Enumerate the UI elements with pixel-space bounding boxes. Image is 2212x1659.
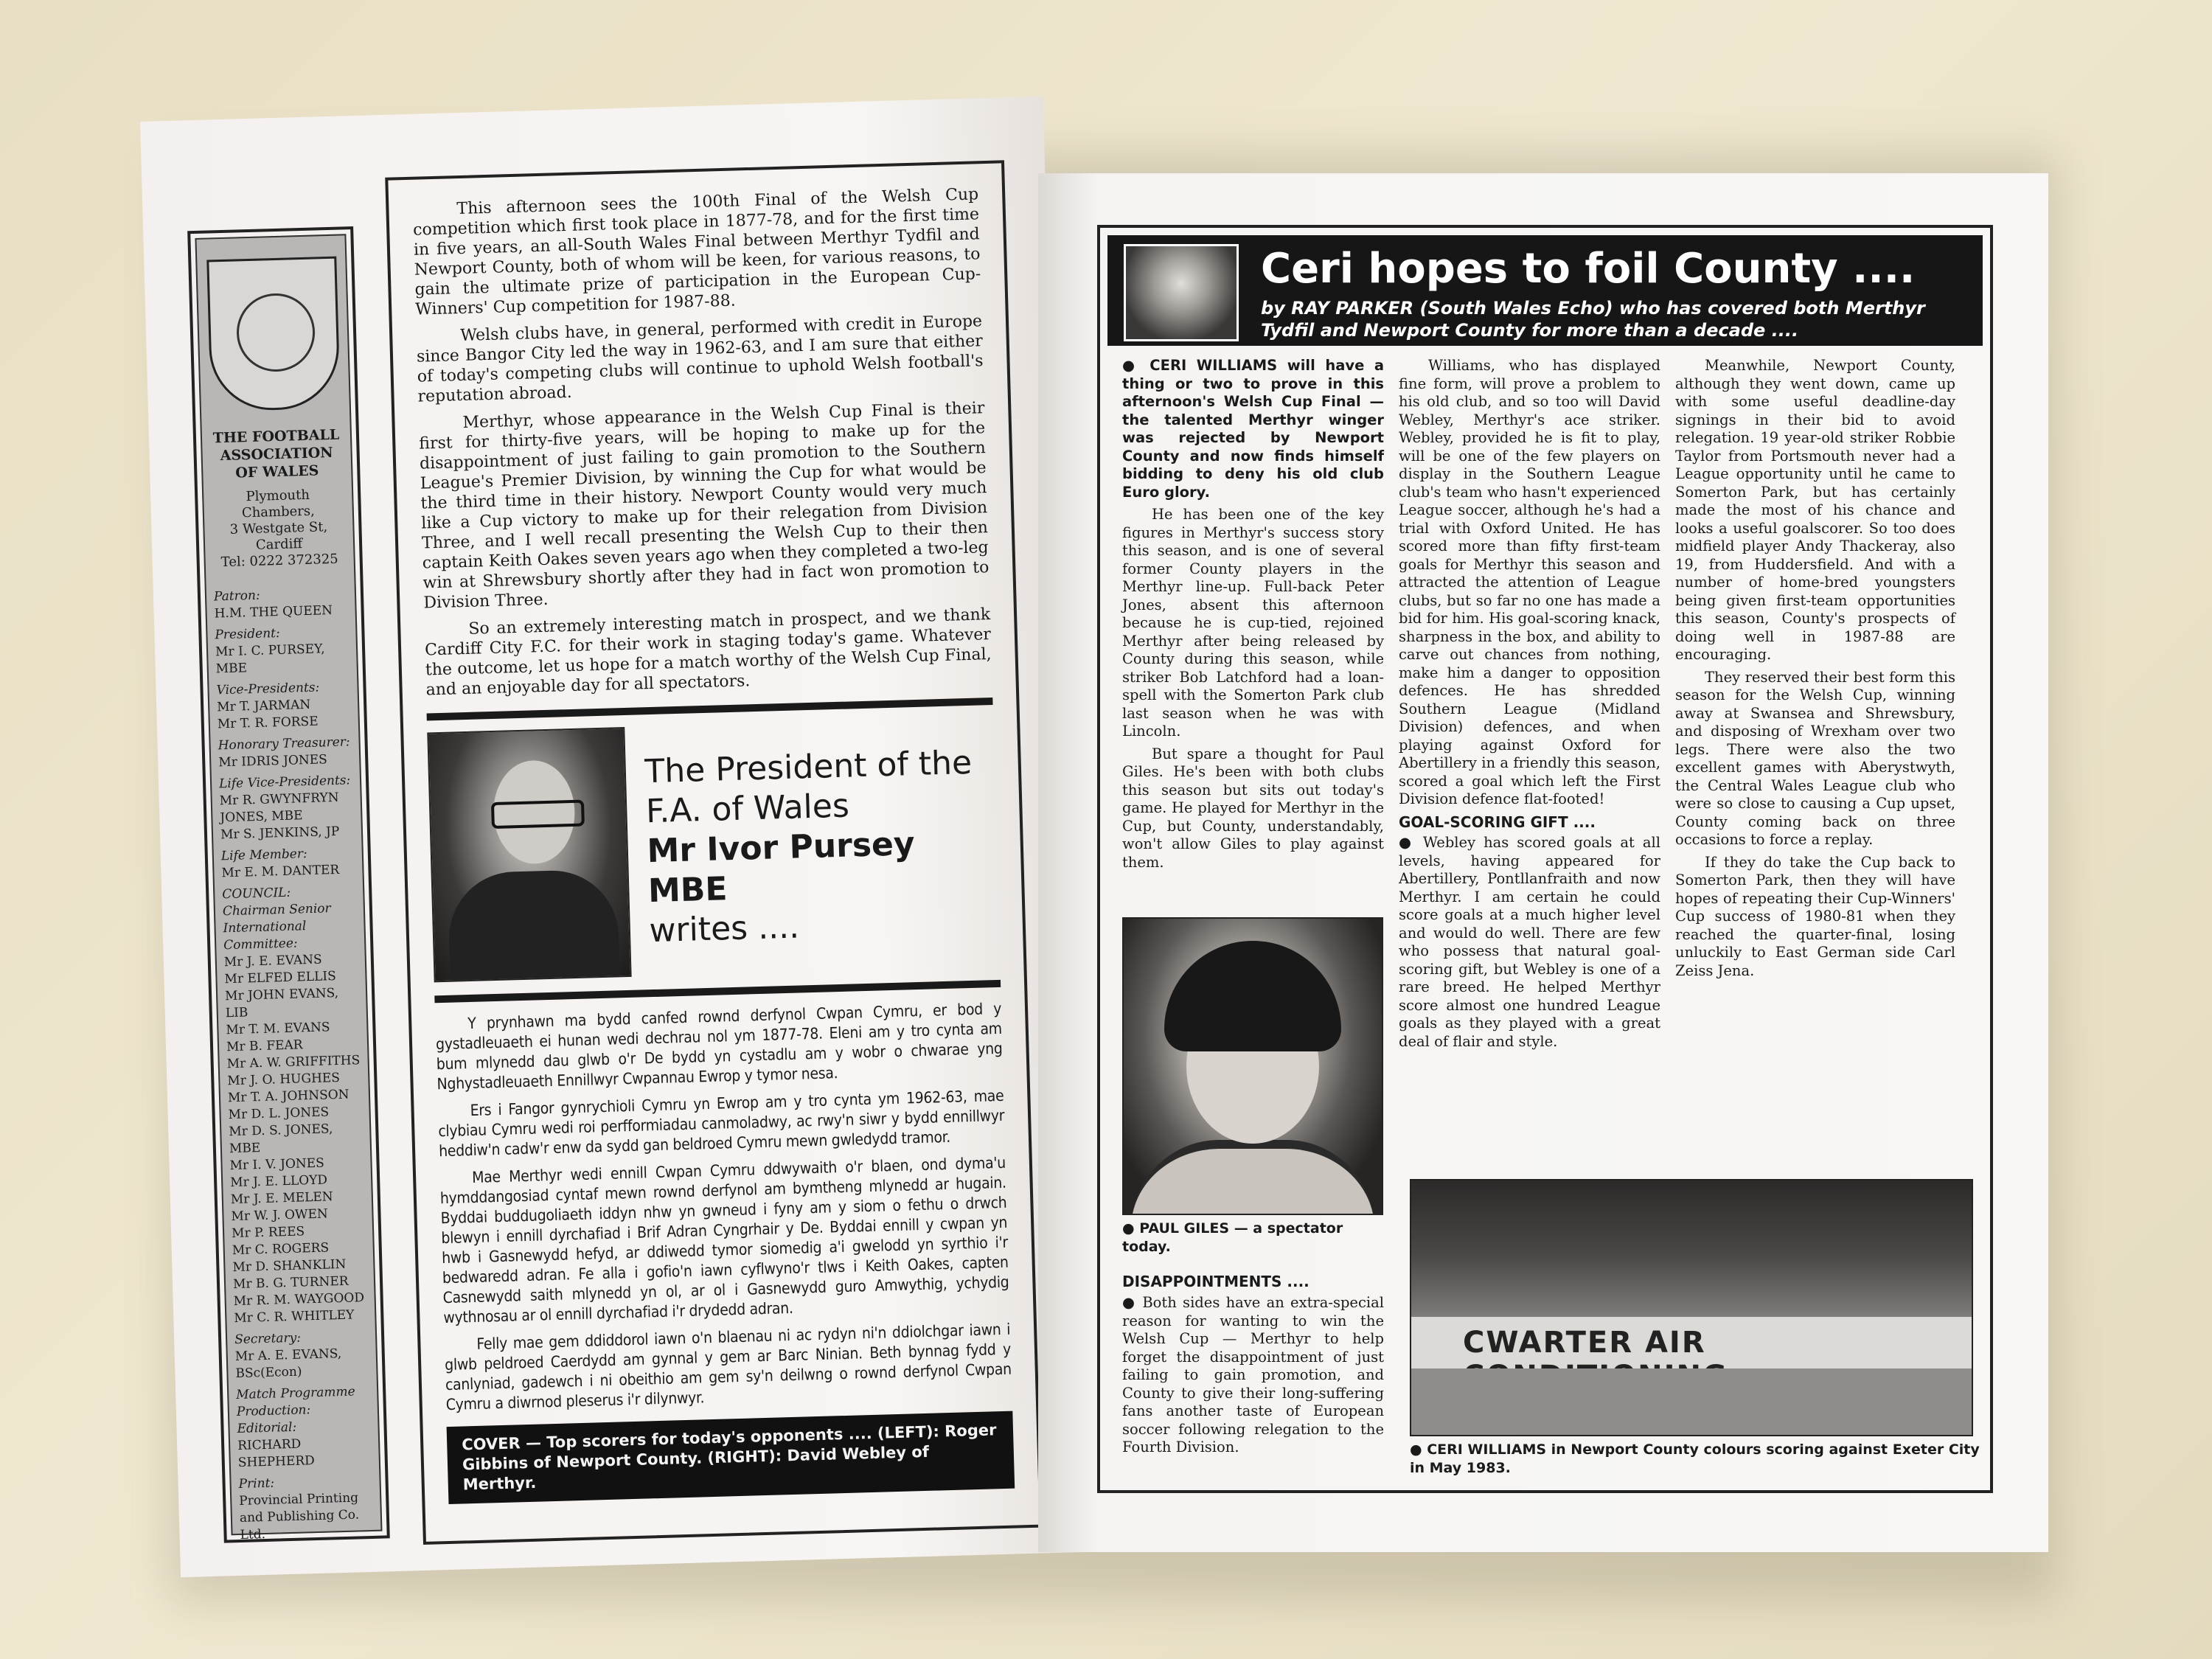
officer-name: Mr JOHN EVANS, LIB — [224, 985, 339, 1021]
article-paragraph: He has been one of the key figures in Merthyr's success story this season, and is one of several former County players in the Merthyr line-up. Full-back Peter Jones, absent this afternoon because he is cup-tied, rejoined Merthyr after being released by County during this season, while striker Bob Latchford had a loan-spell with the Somerton Park club last season when he was with Lincoln. — [1122, 506, 1384, 740]
article-column-1 — [1122, 357, 1384, 876]
article-byline: by RAY PARKER (South Wales Echo) who has covered both Merthyr Tydfil and Newport County for more than a decade .... — [1261, 298, 1925, 341]
article-column-2 — [1399, 357, 1660, 1055]
fa-wales-crest-icon — [206, 257, 341, 412]
officer-role: Life Vice-Presidents: — [218, 773, 351, 792]
officer-name: Mr C. ROGERS — [232, 1240, 330, 1259]
officer-name: Mr A. E. EVANS, BSc(Econ) — [234, 1346, 342, 1382]
right-page — [1038, 173, 2048, 1552]
address-line: 3 Westgate St, Cardiff — [229, 519, 328, 553]
article-headline: Ceri hopes to foil County .... — [1261, 245, 1916, 293]
article-column-3 — [1675, 357, 1955, 984]
pitch-area — [1411, 1368, 1972, 1435]
cover-note: COVER — Top scorers for today's opponents .... (LEFT): Roger Gibbins of Newport County. (RIGHT): David Webley of Merthyr. — [447, 1411, 1015, 1504]
title-line: The President of the — [644, 743, 973, 790]
officer-name: H.M. THE QUEEN — [214, 602, 333, 622]
president-name: Mr Ivor Pursey MBE — [646, 824, 916, 910]
officer-name: Mr R. GWYNFRYN JONES, MBE — [219, 790, 339, 826]
subhead-goal-scoring: GOAL-SCORING GIFT .... — [1399, 813, 1596, 831]
message-paragraph: So an extremely interesting match in prospect, and we thank Cardiff City F.C. for their work in staging today's game. Whatever the outcome, let us hope for a match worthy of the Welsh Cup Final, and an enjoyable day for all spectators. — [424, 605, 992, 700]
welsh-paragraph: Mae Merthyr wedi ennill Cwpan Cymru ddwywaith o'r blaen, ond dyma'u hymddangosiad cyntaf mewn rownd derfynol am bymtheng mlynedd ar hugain. Byddai buddugoliaeth iddyn nhw yn gwneud i fyny am y siom o fethu o drwch blewyn i ennill dyrchafiad i Brif Adran Cyngrhair y De. Byddai ennill y cwpan yn hwb i Gasnewydd hefyd, ar ddiwedd tymor siomedig a'i gwelodd yn syrthio i'r bedwaredd adran. Fe alla i gofio'n iawn cyflwyno'r tlws i Keith Oakes, capten Casnewydd saith mlynedd yn ol, ar ol i Gasnewydd guro Amwythig, ychydig wythnosau ar ol ennill dyrchafiad i'r drydedd adran. — [439, 1153, 1009, 1327]
article-column-1b — [1122, 1294, 1384, 1457]
officer-role: Vice-Presidents: — [216, 680, 320, 698]
officer-role: Print: — [238, 1475, 275, 1492]
message-paragraph: Merthyr, whose appearance in the Welsh Cup Final is their first for thirty-five years, will be hoping to make up for the disappointment of just failing to gain promotion to the Southern League's Premier Division, by winning the Cup for what would be the third time in their history. Newport County would very much like a Cup victory to make up for their relegation from Division Three, and I well recall presenting the Welsh Cup to their then captain Keith Oakes seven years ago when they completed a two-leg win at Shrewsbury shortly after they had in fact won promotion to Division Three. — [419, 399, 990, 613]
photo-body — [448, 869, 620, 980]
org-name: THE FOOTBALL ASSOCIATION OF WALES — [212, 426, 340, 481]
title-line: writes .... — [648, 907, 800, 950]
address-line: Plymouth Chambers, — [241, 487, 316, 521]
advertising-hoarding — [1411, 1317, 1972, 1368]
officer-name: Mr A. W. GRIFFITHS — [226, 1053, 361, 1072]
officer-name: Mr B. G. TURNER — [232, 1273, 349, 1293]
president-heading — [427, 717, 1000, 982]
reporter-photo — [1124, 244, 1239, 341]
officer-role: President: — [215, 625, 280, 643]
officer-role: Match Programme Production: Editorial: — [235, 1384, 355, 1437]
officer-name: Mr T. R. FORSE — [217, 714, 319, 732]
welsh-paragraph: Felly mae gem ddiddorol iawn o'n blaenau ni ac rydyn ni'n ddiolchgar iawn i glwb peldroed Caerdydd am gynnal y gem ar Barc Ninian. Beth bynnag fydd y canlyniad, gadewch i ni obeithio am gem sy'n deilwng o rownd derfynol Cwpan Cymru a diwrnod pleserus i'r dilynwyr. — [444, 1320, 1012, 1414]
match-action-photo — [1410, 1179, 1973, 1436]
officer-name: Mr E. M. DANTER — [221, 862, 340, 881]
officer-role: Patron: — [213, 588, 260, 605]
message-paragraph: This afternoon sees the 100th Final of the Welsh Cup competition which first took place in 1877-78, and for the first time in five years, an all-South Wales Final between Merthyr Tydfil and Newport County, both of whom will be keen, for various reasons, to gain the ultimate prize of participation in the European Cup-Winners' Cup competition for 1987-88. — [412, 185, 981, 319]
article-paragraph: Meanwhile, Newport County, although they went down, came up with some useful deadline-day signings in their bid to avoid relegation. 19 year-old striker Robbie Taylor from Portsmouth never had a League opportunity until he came to Somerton Park, but has certainly made the most of his chance and looks a useful goalscorer. So too does midfield player Andy Thackeray, also 19, from Huddersfield. And with a number of home-bred youngsters being given first-team opportunities this season, County's prospects of doing well in 1987-88 are encouraging. — [1675, 357, 1955, 663]
article-lead: ● CERI WILLIAMS will have a thing or two to prove in this afternoon's Welsh Cup Final — the talented Merthyr winger was rejected by Newport County and now finds himself bidding to deny his old club Euro glory. — [1122, 357, 1384, 501]
officer-name: Mr T. M. EVANS — [226, 1020, 330, 1038]
officer-name: Mr B. FEAR — [226, 1037, 303, 1055]
officers-list — [214, 585, 374, 1544]
officer-name: Mr J. O. HUGHES — [227, 1070, 341, 1089]
headline-bar — [1107, 235, 1983, 346]
english-message — [412, 184, 992, 700]
subhead-disappointments: DISAPPOINTMENTS .... — [1122, 1273, 1310, 1290]
article-paragraph: Williams, who has displayed fine form, will prove a problem to his old club, and so too will David Webley, Merthyr's ace striker. Webley, provided he is fit to play, will be one of the few players on display in the Southern League club's team who hasn't experienced League soccer, although he's had a trial with Oxford United. He has scored more than fifty first-team goals for Merthyr this season and attracted the attention of League clubs, but so far no one has made a bid for him. His goal-scoring knack, sharpness in the box, and ability to carve out chances from nothing, make him a danger to opposition defences. He has shredded Southern League (Midland Division) defences, and when playing against Oxford for Abertillery in a friendly this season, scored a goal which left the First Division defence flat-footed! — [1399, 357, 1660, 807]
officer-role: Honorary Treasurer: — [218, 734, 350, 754]
officer-name: Mr T. JARMAN — [216, 697, 311, 715]
welsh-message — [435, 999, 1012, 1415]
address-line: Tel: 0222 372325 — [220, 551, 338, 571]
officer-name: Mr D. L. JONES — [228, 1105, 330, 1123]
officer-role: Secretary: — [234, 1330, 302, 1348]
officer-name: Mr J. E. EVANS — [223, 952, 322, 970]
welsh-paragraph: Y prynhawn ma bydd canfed rownd derfynol Cwpan Cymru, er bod y gystadleuaeth ei hunan wedi dechrau nol ym 1877-78. Eleni am y tro cynta am bum mlynedd dau glwb o'r De bydd yn cystadlu am y wobr o chwarae yng Nghystadleuaeth Ennillwyr Cwpannau Ewrop y tymor nesa. — [435, 999, 1003, 1093]
photo-glasses — [491, 800, 585, 830]
fa-wales-sidebar — [187, 226, 390, 1543]
left-page — [140, 97, 1084, 1577]
officer-name: Mr J. E. MELEN — [230, 1189, 333, 1208]
org-address — [211, 486, 347, 571]
article-frame — [1097, 225, 1993, 1493]
article-paragraph: But spare a thought for Paul Giles. He's been with both clubs this season but sits out today's game. He played for Merthyr in the Cup, but County, understandably, won't allow Giles to play against them. — [1122, 745, 1384, 871]
officer-name: RICHARD SHEPHERD — [237, 1436, 316, 1470]
officer-role: Life Member: — [220, 846, 307, 864]
officer-name: Mr J. E. LLOYD — [229, 1172, 328, 1191]
officer-name: Mr ELFED ELLIS — [224, 969, 336, 987]
president-photo — [427, 727, 631, 982]
article-paragraph: ● Webley has scored goals at all levels, having appeared for Abertillery, Pontllanfraith and now Merthyr. I am certain he could score goals at a much higher level and would do well. There are few who possess that natural goal-scoring gift, but Webley is one of a rare breed. He helped Merthyr score almost one hundred League goals as they played with a great deal of flair and style. — [1399, 834, 1660, 1050]
paul-giles-photo — [1122, 917, 1383, 1215]
president-message — [385, 160, 1042, 1545]
officer-name: Provincial Printing and Publishing Co. Ltd. — [239, 1490, 360, 1543]
hoarding-text: CWARTER AIR — [1463, 1326, 1706, 1360]
divider-rule — [427, 698, 993, 720]
match-photo-caption: ● CERI WILLIAMS in Newport County colours scoring against Exeter City in May 1983. — [1410, 1441, 1980, 1476]
photo-shirt — [1131, 1140, 1374, 1215]
officer-name: Mr P. REES — [231, 1224, 305, 1242]
officer-name: Mr D. S. JONES, MBE — [229, 1121, 333, 1157]
article-paragraph: ● Both sides have an extra-special reason for wanting to win the Welsh Cup — Merthyr to help forget the disappointment of just failing to gain promotion, and County to give their long-suffering fans another taste of European soccer following relegation to the Fourth Division. — [1122, 1294, 1384, 1455]
officer-name: Mr IDRIS JONES — [218, 752, 328, 771]
officer-name: Mr C. R. WHITLEY — [234, 1307, 355, 1326]
article-paragraph: They reserved their best form this season for the Welsh Cup, winning away at Swansea and Shrewsbury, and disposing of Wrexham over two legs. There were also the two excellent games with Aberystwyth, the Central Wales League club who were so close to causing a Cup upset, County coming back on three occasions to force a replay. — [1675, 668, 1955, 848]
sidebar-panel — [195, 234, 382, 1543]
divider-rule — [434, 980, 1001, 1003]
president-title — [644, 742, 1000, 950]
officer-name: Mr W. J. OWEN — [231, 1206, 328, 1225]
article-paragraph: If they do take the Cup back to Somerton Park, then they will have hopes of repeating their Cup-Winners' Cup success of 1980-81 when they reached the quarter-final, losing unluckily to East German side Carl Zeiss Jena. — [1675, 853, 1955, 979]
officer-name: Mr I. V. JONES — [229, 1155, 325, 1174]
officer-name: Mr I. C. PURSEY, MBE — [215, 641, 325, 677]
officer-name: Mr D. SHANKLIN — [232, 1256, 347, 1276]
message-paragraph: Welsh clubs have, in general, performed with credit in Europe since Bangor City led the way in 1962-63, and I am sure that either of today's competing clubs will continue to uphold Welsh football's reputation abroad. — [416, 312, 984, 406]
paul-giles-caption — [1122, 1220, 1388, 1461]
officer-name: Mr T. A. JOHNSON — [227, 1087, 349, 1106]
officer-name: Mr R. M. WAYGOOD — [233, 1290, 365, 1310]
officer-name: Mr S. JENKINS, JP — [220, 824, 340, 843]
caption-text: ● PAUL GILES — a spectator today. — [1122, 1220, 1343, 1255]
photo-hair — [1164, 941, 1341, 1051]
officer-role: COUNCIL: Chairman Senior International Committee: — [222, 885, 331, 953]
welsh-paragraph: Ers i Fangor gynrychioli Cymru yn Ewrop am y tro cynta ym 1962-63, mae clybiau Cymru wedi roi perfformiadau canmoladwy, ac rwy'n siwr y bydd ennillwyr heddiw'n cadw'r enw da sydd gan beldroed Cymru mewn gwledydd tramor. — [438, 1086, 1005, 1161]
title-line: F.A. of Wales — [645, 787, 850, 830]
